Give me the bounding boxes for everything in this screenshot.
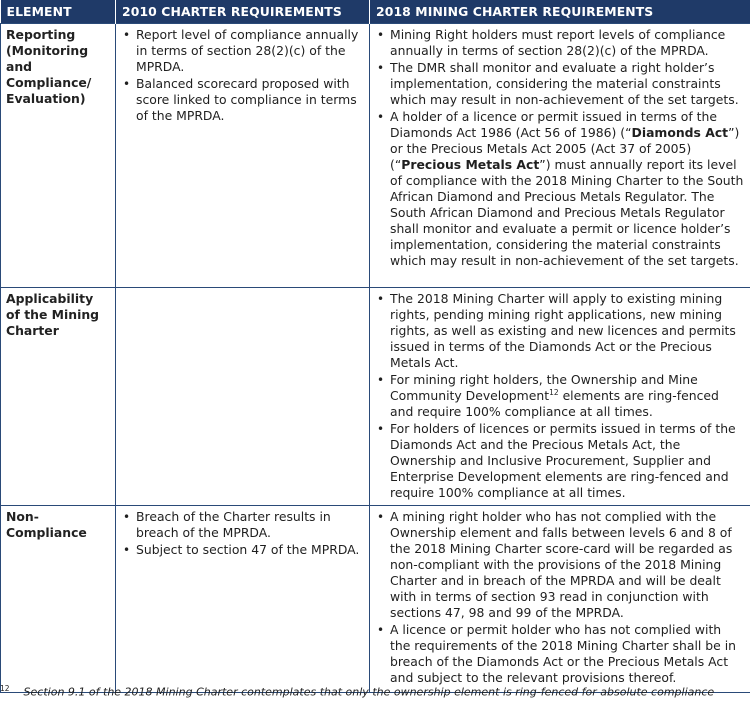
bullet-icon: • bbox=[123, 543, 131, 557]
header-2018-charter: 2018 MINING CHARTER REQUIREMENTS bbox=[370, 0, 750, 24]
list-item: • A licence or permit holder who has not complied with the requirements of the 2018 Mining Charter shall be in breach of the Diamonds Act or the Precious Metals Act and subject to the relevant provisions thereof. bbox=[377, 622, 736, 685]
bullet-icon: • bbox=[123, 28, 131, 42]
footnote-number: 12 bbox=[0, 684, 10, 693]
cell-2018-requirements bbox=[370, 288, 750, 506]
list-item: • For holders of licences or permits issued in terms of the Diamonds Act and the Precious Metals Act, the Ownership and Inclusive Procurement, Supplier and Enterprise Development elements are ring-fenced and require 100% compliance at all times. bbox=[377, 421, 736, 500]
list-item: • A holder of a licence or permit issued in terms of the Diamonds Act 1986 (Act 56 of 1986) (“Diamonds Act”) or the Precious Metals Act 2005 (Act 37 of 2005) (“Precious Metals Act”) must annually report its level of compliance with the 2018 Mining Charter to the South African Diamond and Precious Metals Regulator. The South African Diamond and Precious Metals Regulator shall monitor and evaluate a permit or licence holder’s implementation, considering the material constraints which may result in non-achievement of the set targets. bbox=[377, 109, 744, 268]
bullet-icon: • bbox=[377, 28, 385, 42]
list-item: • The 2018 Mining Charter will apply to existing mining rights, pending mining right applications, new mining rights, as well as existing and new licences and permits issued in terms of the Diamonds Act or the Precious Metals Act. bbox=[377, 291, 736, 370]
header-element: ELEMENT bbox=[1, 0, 116, 24]
cell-2010-requirements bbox=[116, 506, 370, 693]
footnote-text: Section 9.1 of the 2018 Mining Charter contemplates that only the ownership element is ring-fenced for absolute compliance bbox=[23, 685, 715, 699]
cell-2018-requirements bbox=[370, 506, 750, 693]
bullet-icon: • bbox=[377, 623, 385, 637]
row-element-label: Non-Compliance bbox=[1, 506, 116, 693]
cell-2018-requirements bbox=[370, 24, 750, 288]
bullet-icon: • bbox=[377, 110, 385, 124]
defined-term-diamonds-act: Diamonds Act bbox=[631, 125, 729, 140]
bullet-icon: • bbox=[377, 422, 385, 436]
footnote bbox=[0, 684, 750, 699]
bullet-icon: • bbox=[123, 510, 131, 524]
table-header-row bbox=[1, 0, 750, 24]
bullet-icon: • bbox=[377, 61, 385, 75]
list-item: • A mining right holder who has not complied with the Ownership element and falls between levels 6 and 8 of the 2018 Mining Charter score-card will be regarded as non-compliant with the provisions of the 2018 Mining Charter and in breach of the MPRDA and will be dealt with in terms of section 93 read in conjunction with sections 47, 98 and 99 of the MPRDA. bbox=[377, 509, 733, 620]
footnote-reference: 12 bbox=[549, 387, 559, 397]
bullet-icon: • bbox=[377, 292, 385, 306]
list-item: • Mining Right holders must report levels of compliance annually in terms of section 28(2)(c) of the MPRDA. bbox=[377, 27, 726, 58]
bullet-icon: • bbox=[123, 77, 131, 91]
table-row bbox=[1, 288, 750, 506]
header-2010-charter: 2010 CHARTER REQUIREMENTS bbox=[116, 0, 370, 24]
bullet-icon: • bbox=[377, 510, 385, 524]
list-item: • The DMR shall monitor and evaluate a right holder’s implementation, considering the material constraints which may result in non-achievement of the set targets. bbox=[377, 60, 739, 107]
list-item: • Balanced scorecard proposed with score linked to compliance in terms of the MPRDA. bbox=[123, 76, 357, 123]
row-element-label: Reporting (Monitoring and Compliance/ Evaluation) bbox=[1, 24, 116, 288]
table-row bbox=[1, 506, 750, 693]
cell-2010-requirements bbox=[116, 24, 370, 288]
table-row bbox=[1, 24, 750, 288]
list-item: • Report level of compliance annually in terms of section 28(2)(c) of the MPRDA. bbox=[123, 27, 359, 74]
cell-2010-requirements bbox=[116, 288, 370, 506]
bullet-icon: • bbox=[377, 373, 385, 387]
defined-term-precious-metals-act: Precious Metals Act bbox=[401, 157, 540, 172]
list-item: • For mining right holders, the Ownership and Mine Community Development$^{12}$ elements are ring-fenced and require 100% compliance at all times. bbox=[377, 372, 719, 419]
list-item: • Breach of the Charter results in breach of the MPRDA. bbox=[123, 509, 331, 540]
list-item: • Subject to section 47 of the MPRDA. bbox=[123, 542, 360, 557]
row-element-label: Applicability of the Mining Charter bbox=[1, 288, 116, 506]
